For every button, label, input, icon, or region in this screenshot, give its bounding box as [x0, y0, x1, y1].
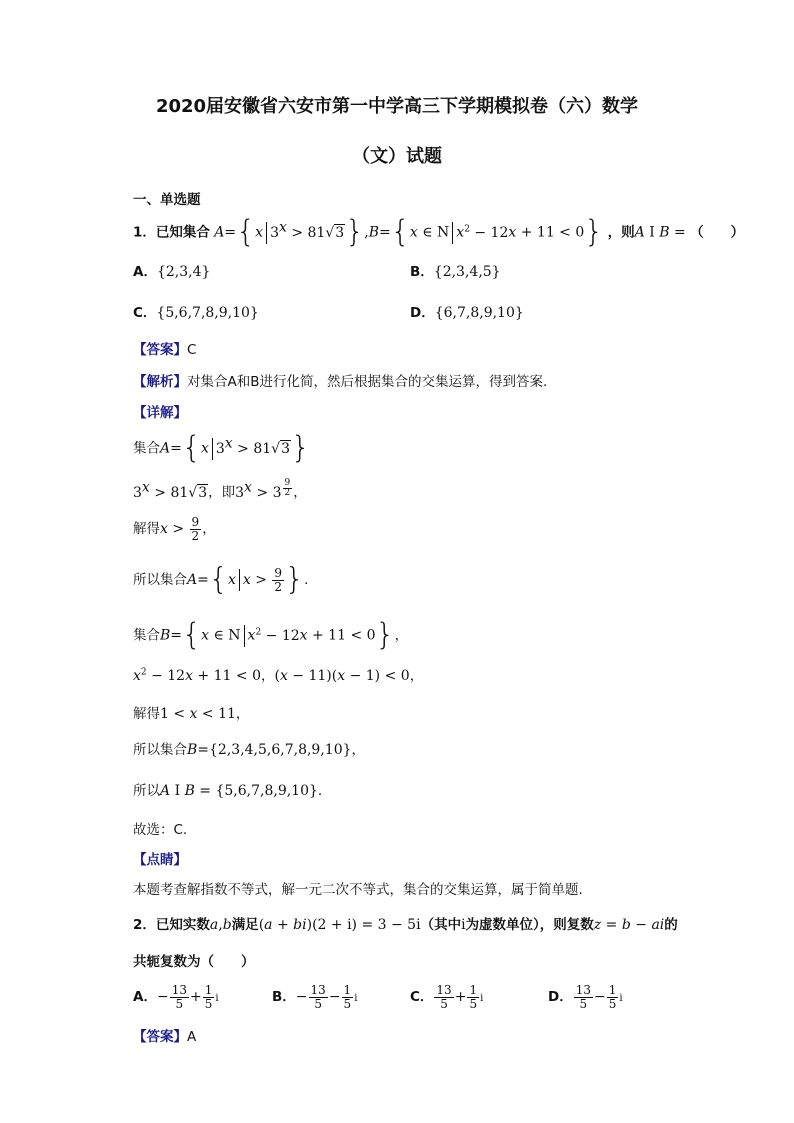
detail-line-so-a: 所以集合A={x x > $\frac{9}{2}$ }. — [133, 562, 309, 597]
answer-tag: 【答案】 — [133, 1029, 187, 1045]
option-label: A． — [133, 264, 157, 280]
q2-option-d: D． $\frac{13}{5}$ − $\frac{1}{5}$ i — [548, 982, 623, 1011]
q1-suffix: ，则 — [607, 224, 635, 241]
answer-value: C — [187, 342, 197, 358]
answer-tag: 【答案】 — [133, 342, 187, 358]
q2-answer — [133, 1025, 196, 1045]
option-label: B． — [410, 264, 434, 280]
q1-comment-tag — [133, 848, 187, 868]
line-text: 解得 — [133, 521, 160, 537]
option-label: D． — [548, 989, 573, 1005]
detail-line-inequality: $3^x > 81√3$，即$3^x > 3$ $^{\frac{9}{2}}$ ， — [133, 478, 307, 501]
page-title-line2: （文）试题 — [352, 146, 442, 167]
q2-mid1: 满足 — [231, 917, 259, 933]
option-value: {2,3,4,5} — [433, 264, 501, 280]
question-2-stem: 2．已知实数a,b满足(a + bi)(2 + i) = 3 − 5i（其中i为虚数单位），则复数z = b − ai的 — [133, 917, 678, 933]
option-label: C． — [410, 989, 434, 1005]
detail-line-so-ab: 所以A I B = {5,6,7,8,9,10}. — [133, 783, 323, 799]
line-text: 所以 — [133, 783, 160, 799]
option-label: B． — [272, 989, 296, 1005]
q2-mid4: 的 — [664, 917, 678, 933]
analysis-text: 对集合A和B进行化简，然后根据集合的交集运算，得到答案. — [187, 374, 548, 390]
q2-option-a: A．− $\frac{13}{5}$ + $\frac{1}{5}$ i — [133, 982, 219, 1011]
q1-detail-tag — [133, 401, 187, 421]
q2-option-b: B．− $\frac{13}{5}$ − $\frac{1}{5}$ i — [272, 982, 358, 1011]
detail-line-solve2: 解得1 < x < 11， — [133, 706, 250, 722]
comment-text: 本题考查解指数不等式，解一元二次不等式，集合的交集运算，属于简单题. — [133, 882, 583, 898]
q2-prefix: 2．已知实数 — [133, 917, 210, 933]
q2-mid2: （其中 — [420, 917, 462, 933]
answer-value: A — [187, 1029, 197, 1045]
q1-analysis — [133, 370, 547, 390]
detail-tag: 【详解】 — [133, 405, 187, 421]
question-2-line2: 共轭复数为（ ） — [133, 954, 255, 970]
q1-answer — [133, 338, 196, 358]
q1-option-c — [133, 301, 259, 321]
line-text: 所以集合 — [133, 572, 187, 588]
section-heading: 一、单选题 — [133, 192, 201, 208]
line-text: 故选：C. — [133, 822, 188, 838]
line-text: 所以集合 — [133, 742, 187, 758]
detail-line-quadratic: $x^2 - 12x + 11 < 0$，(x − 11)(x − 1) < 0， — [133, 667, 424, 684]
detail-line-choose — [133, 818, 187, 838]
option-value: {5,6,7,8,9,10} — [156, 305, 259, 321]
line-text: ，即 — [208, 484, 236, 501]
option-label: C． — [133, 305, 157, 321]
line-text: 集合 — [133, 627, 160, 644]
q1-option-b — [410, 260, 501, 280]
option-value: {2,3,4} — [156, 264, 211, 280]
comment-tag: 【点睛】 — [133, 852, 187, 868]
q1-tail: （ ） — [690, 224, 745, 241]
detail-line-set-a: 集合A={x $3^x > 81√3$} — [133, 430, 311, 466]
option-label: D． — [410, 305, 435, 321]
q1-comment — [133, 878, 583, 898]
option-label: A． — [133, 989, 157, 1005]
q2-mid3: 为虚数单位），则复数 — [465, 917, 594, 933]
line-text: 解得 — [133, 706, 160, 722]
detail-line-so-b: 所以集合B={2,3,4,5,6,7,8,9,10}， — [133, 742, 366, 758]
q1-option-d — [410, 301, 524, 321]
detail-line-set-b: 集合B={x ∈ N $x^2 - 12x + 11 < 0$}， — [133, 617, 409, 653]
page-title: 2020届安徽省六安市第一中学高三下学期模拟卷（六）数学 — [155, 96, 639, 117]
q1-prefix: 1．已知集合 — [133, 224, 210, 241]
analysis-tag: 【解析】 — [133, 374, 187, 390]
q2-option-c: C． $\frac{13}{5}$ + $\frac{1}{5}$ i — [410, 982, 484, 1011]
q1-option-a — [133, 260, 210, 280]
detail-line-solve: 解得x > $\frac{9}{2}$ ， — [133, 514, 216, 543]
line-text: 集合 — [133, 440, 160, 457]
question-1-stem: 1．已知集合 A={x $3^x > 81√3\},B=\{x$ ∈ N $x^2 - 12x + 11 < 0$} ，则A I B = （ ） — [133, 214, 745, 250]
option-value: {6,7,8,9,10} — [434, 305, 524, 321]
